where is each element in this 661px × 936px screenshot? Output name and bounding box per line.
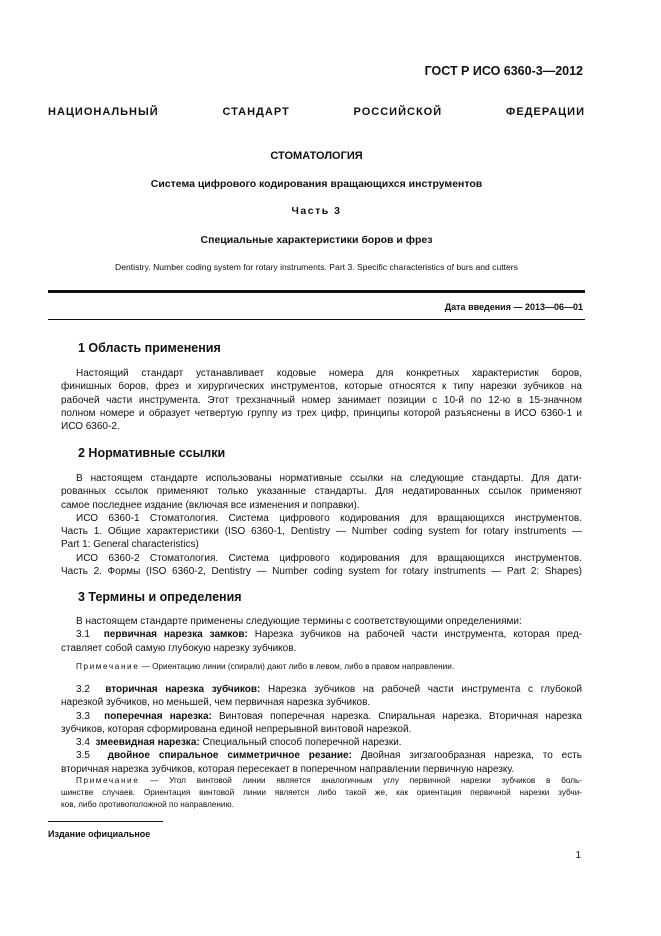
term-3-4: 3.4 змеевидная нарезка: Специальный способ поперечной нарезки. xyxy=(76,737,402,749)
national-standard-banner: НАЦИОНАЛЬНЫЙ СТАНДАРТ РОССИЙСКОЙ ФЕДЕРАЦИИ xyxy=(48,106,585,118)
section-2-line: рованных ссылок применяют только указанные стандарты. Для недатированных ссылок применяют xyxy=(61,486,582,498)
section-2-body xyxy=(61,472,582,578)
term-3-5-name: двойное спиральное симметричное резание: xyxy=(107,750,352,762)
standard-system-title: Система цифрового кодирования вращающихся инструментов xyxy=(150,178,483,190)
section-1-line: Настоящий стандарт устанавливает кодовые номера для конкретных характеристик боров, xyxy=(76,368,582,379)
section-1-line: финишных боров, фрез и хирургических инструментов, которые относятся к типу нарезки зубчиков на xyxy=(61,381,582,393)
introduction-date: Дата введения — 2013—06—01 xyxy=(444,302,583,312)
terms-3-2-to-3-5 xyxy=(61,683,583,776)
page-number: 1 xyxy=(575,850,581,861)
term-3-3: 3.3 поперечная нарезка: Винтовая поперечная нарезка. Спиральная нарезка. Вторичная нарезка xyxy=(76,710,582,722)
term-3-1-name: первичная нарезка замков: xyxy=(103,629,248,641)
section-2-line: Часть 2. Формы (ISO 6360-2, Dentistry — Number coding system for rotary instruments — Part 2: Shapes) xyxy=(61,566,582,578)
term-3-3-name: поперечная нарезка: xyxy=(104,710,212,722)
term-3-3-definition: зубчиков, которая сформирована единой непрерывной винтовой нарезкой. xyxy=(61,723,412,735)
note-1: Примечание — Ориентацию линии (спирали) дают либо в левом, либо в правом направлении. xyxy=(76,662,455,671)
section-1-line: ИСО 6360-2. xyxy=(61,421,120,433)
date-divider xyxy=(48,319,585,320)
reference-iso-6360-1: ИСО 6360-1 Стоматология. Система цифрового кодирования для вращающихся инструментов. xyxy=(76,512,582,524)
term-3-4-name: змеевидная нарезка: xyxy=(95,737,200,749)
section-2-line: Часть 1. Общие характеристики (ISO 6360-1, Dentistry — Number coding system for rotary instruments — xyxy=(61,526,582,538)
section-2-line: В настоящем стандарте использованы нормативные ссылки на следующие стандарты. Для дати- xyxy=(76,473,582,484)
standard-title: СТОМАТОЛОГИЯ xyxy=(270,150,363,162)
header-divider xyxy=(48,290,585,293)
term-3-5: 3.5 двойное спиральное симметричное резание: Двойная зигзагообразная нарезка, то есть xyxy=(76,750,583,762)
section-1-line: полном номере и образует четвертую группу из трех цифр, принципы которой разъяснены в ИСО 6360-1 и xyxy=(61,407,582,419)
term-3-1-definition: ставляет собой самую глубокую нарезку зубчиков. xyxy=(61,642,297,654)
english-title: Dentistry. Number coding system for rotary instruments. Part 3. Specific characteristics of burs and cutters xyxy=(115,262,518,272)
section-3-heading: 3 Термины и определения xyxy=(78,590,242,604)
part-number: Часть 3 xyxy=(291,205,342,217)
section-3-intro: В настоящем стандарте применены следующие термины с соответствующими определениями: xyxy=(76,616,522,627)
section-3-body xyxy=(61,615,582,655)
term-3-2-definition: нарезкой зубчиков, но меньшей, чем первичная нарезка зубчиков. xyxy=(61,697,371,709)
section-1-body xyxy=(61,367,582,433)
section-2-line: Part 1: General characteristics) xyxy=(61,539,199,551)
footer-divider xyxy=(48,821,163,822)
section-1-line: рабочей части инструмента. Этот трехзначный номер занимает позиции с 10-й по 12-ю в 15-значном xyxy=(61,394,582,406)
term-3-5-definition: вторичная нарезка зубчиков, которая пересекает в поперечном направлении первичную нарезку. xyxy=(61,763,515,775)
section-1-heading: 1 Область применения xyxy=(78,341,221,355)
note-2: Примечание — Угол винтовой линии является аналогичным углу первичной нарезки зубчиков в боль- шинстве случаев. Ориентация винтовой линии является либо такой же, как ориентация первичной нарезки зубчи- ков, либо противоположной по направлению. xyxy=(61,776,582,810)
document-number: ГОСТ Р ИСО 6360-3—2012 xyxy=(424,64,583,78)
part-subtitle: Специальные характеристики боров и фрез xyxy=(200,234,433,246)
section-2-heading: 2 Нормативные ссылки xyxy=(78,446,226,460)
reference-iso-6360-2: ИСО 6360-2 Стоматология. Система цифрового кодирования для вращающихся инструментов. xyxy=(76,552,582,564)
term-3-2: 3.2 вторичная нарезка зубчиков: Нарезка зубчиков на рабочей части инструмента с глубокой xyxy=(76,684,582,695)
section-2-line: самое последнее издание (включая все изменения и поправки). xyxy=(61,499,360,511)
official-edition-label: Издание официальное xyxy=(48,829,151,839)
term-3-2-name: вторичная нарезка зубчиков: xyxy=(105,684,261,695)
term-3-1: 3.1 первичная нарезка замков: Нарезка зубчиков на рабочей части инструмента, которая пред- xyxy=(76,629,582,641)
